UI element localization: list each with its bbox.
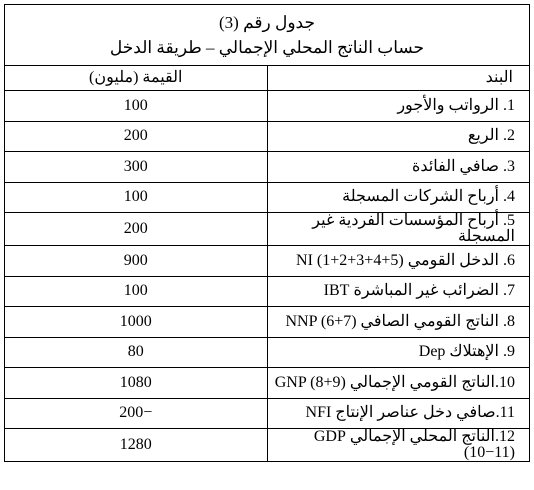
row-value: 200 xyxy=(5,213,268,246)
row-value: 200 xyxy=(5,121,268,152)
table-row xyxy=(5,429,530,462)
row-item: 10.الناتج القومي الإجمالي GNP (8+9) xyxy=(267,368,530,399)
row-value: 900 xyxy=(5,246,268,277)
table-row xyxy=(5,91,530,122)
row-item: 5. أرباح المؤسسات الفردية غير المسجلة xyxy=(267,213,530,246)
row-value: 1080 xyxy=(5,368,268,399)
table-row xyxy=(5,307,530,338)
table-title: جدول رقم (3) xyxy=(219,13,315,32)
row-item: 1. الرواتب والأجور xyxy=(267,91,530,122)
row-item: 9. الإهتلاك Dep xyxy=(267,337,530,368)
row-value: 1280 xyxy=(5,429,268,462)
table-row xyxy=(5,213,530,246)
row-value: 100 xyxy=(5,182,268,213)
table-caption xyxy=(5,5,530,66)
table-row xyxy=(5,276,530,307)
table-subtitle: حساب الناتج المحلي الإجمالي – طريقة الدخل xyxy=(109,38,425,57)
header-row xyxy=(5,66,530,91)
table-row xyxy=(5,246,530,277)
row-value: 100 xyxy=(5,91,268,122)
row-item: 7. الضرائب غير المباشرة IBT xyxy=(267,276,530,307)
row-item: 2. الريع xyxy=(267,121,530,152)
row-item: 11.صافي دخل عناصر الإنتاج NFI xyxy=(267,398,530,429)
table-row xyxy=(5,152,530,183)
table-row xyxy=(5,368,530,399)
row-value: 100 xyxy=(5,276,268,307)
title-row xyxy=(5,5,530,66)
row-value: 80 xyxy=(5,337,268,368)
row-item: 8. الناتج القومي الصافي NNP (6+7) xyxy=(267,307,530,338)
table-row xyxy=(5,398,530,429)
row-item: 12.الناتج المحلي الإجمالي GDP (10−11) xyxy=(267,429,530,462)
row-value: 1000 xyxy=(5,307,268,338)
gdp-income-table xyxy=(4,4,530,462)
table-row xyxy=(5,337,530,368)
row-item: 4. أرباح الشركات المسجلة xyxy=(267,182,530,213)
row-value: 300 xyxy=(5,152,268,183)
row-value: 200− xyxy=(5,398,268,429)
table-row xyxy=(5,182,530,213)
header-item: البند xyxy=(267,66,530,91)
header-value: القيمة (مليون) xyxy=(5,66,268,91)
row-item: 6. الدخل القومي NI (1+2+3+4+5) xyxy=(267,246,530,277)
table-row xyxy=(5,121,530,152)
row-item: 3. صافي الفائدة xyxy=(267,152,530,183)
